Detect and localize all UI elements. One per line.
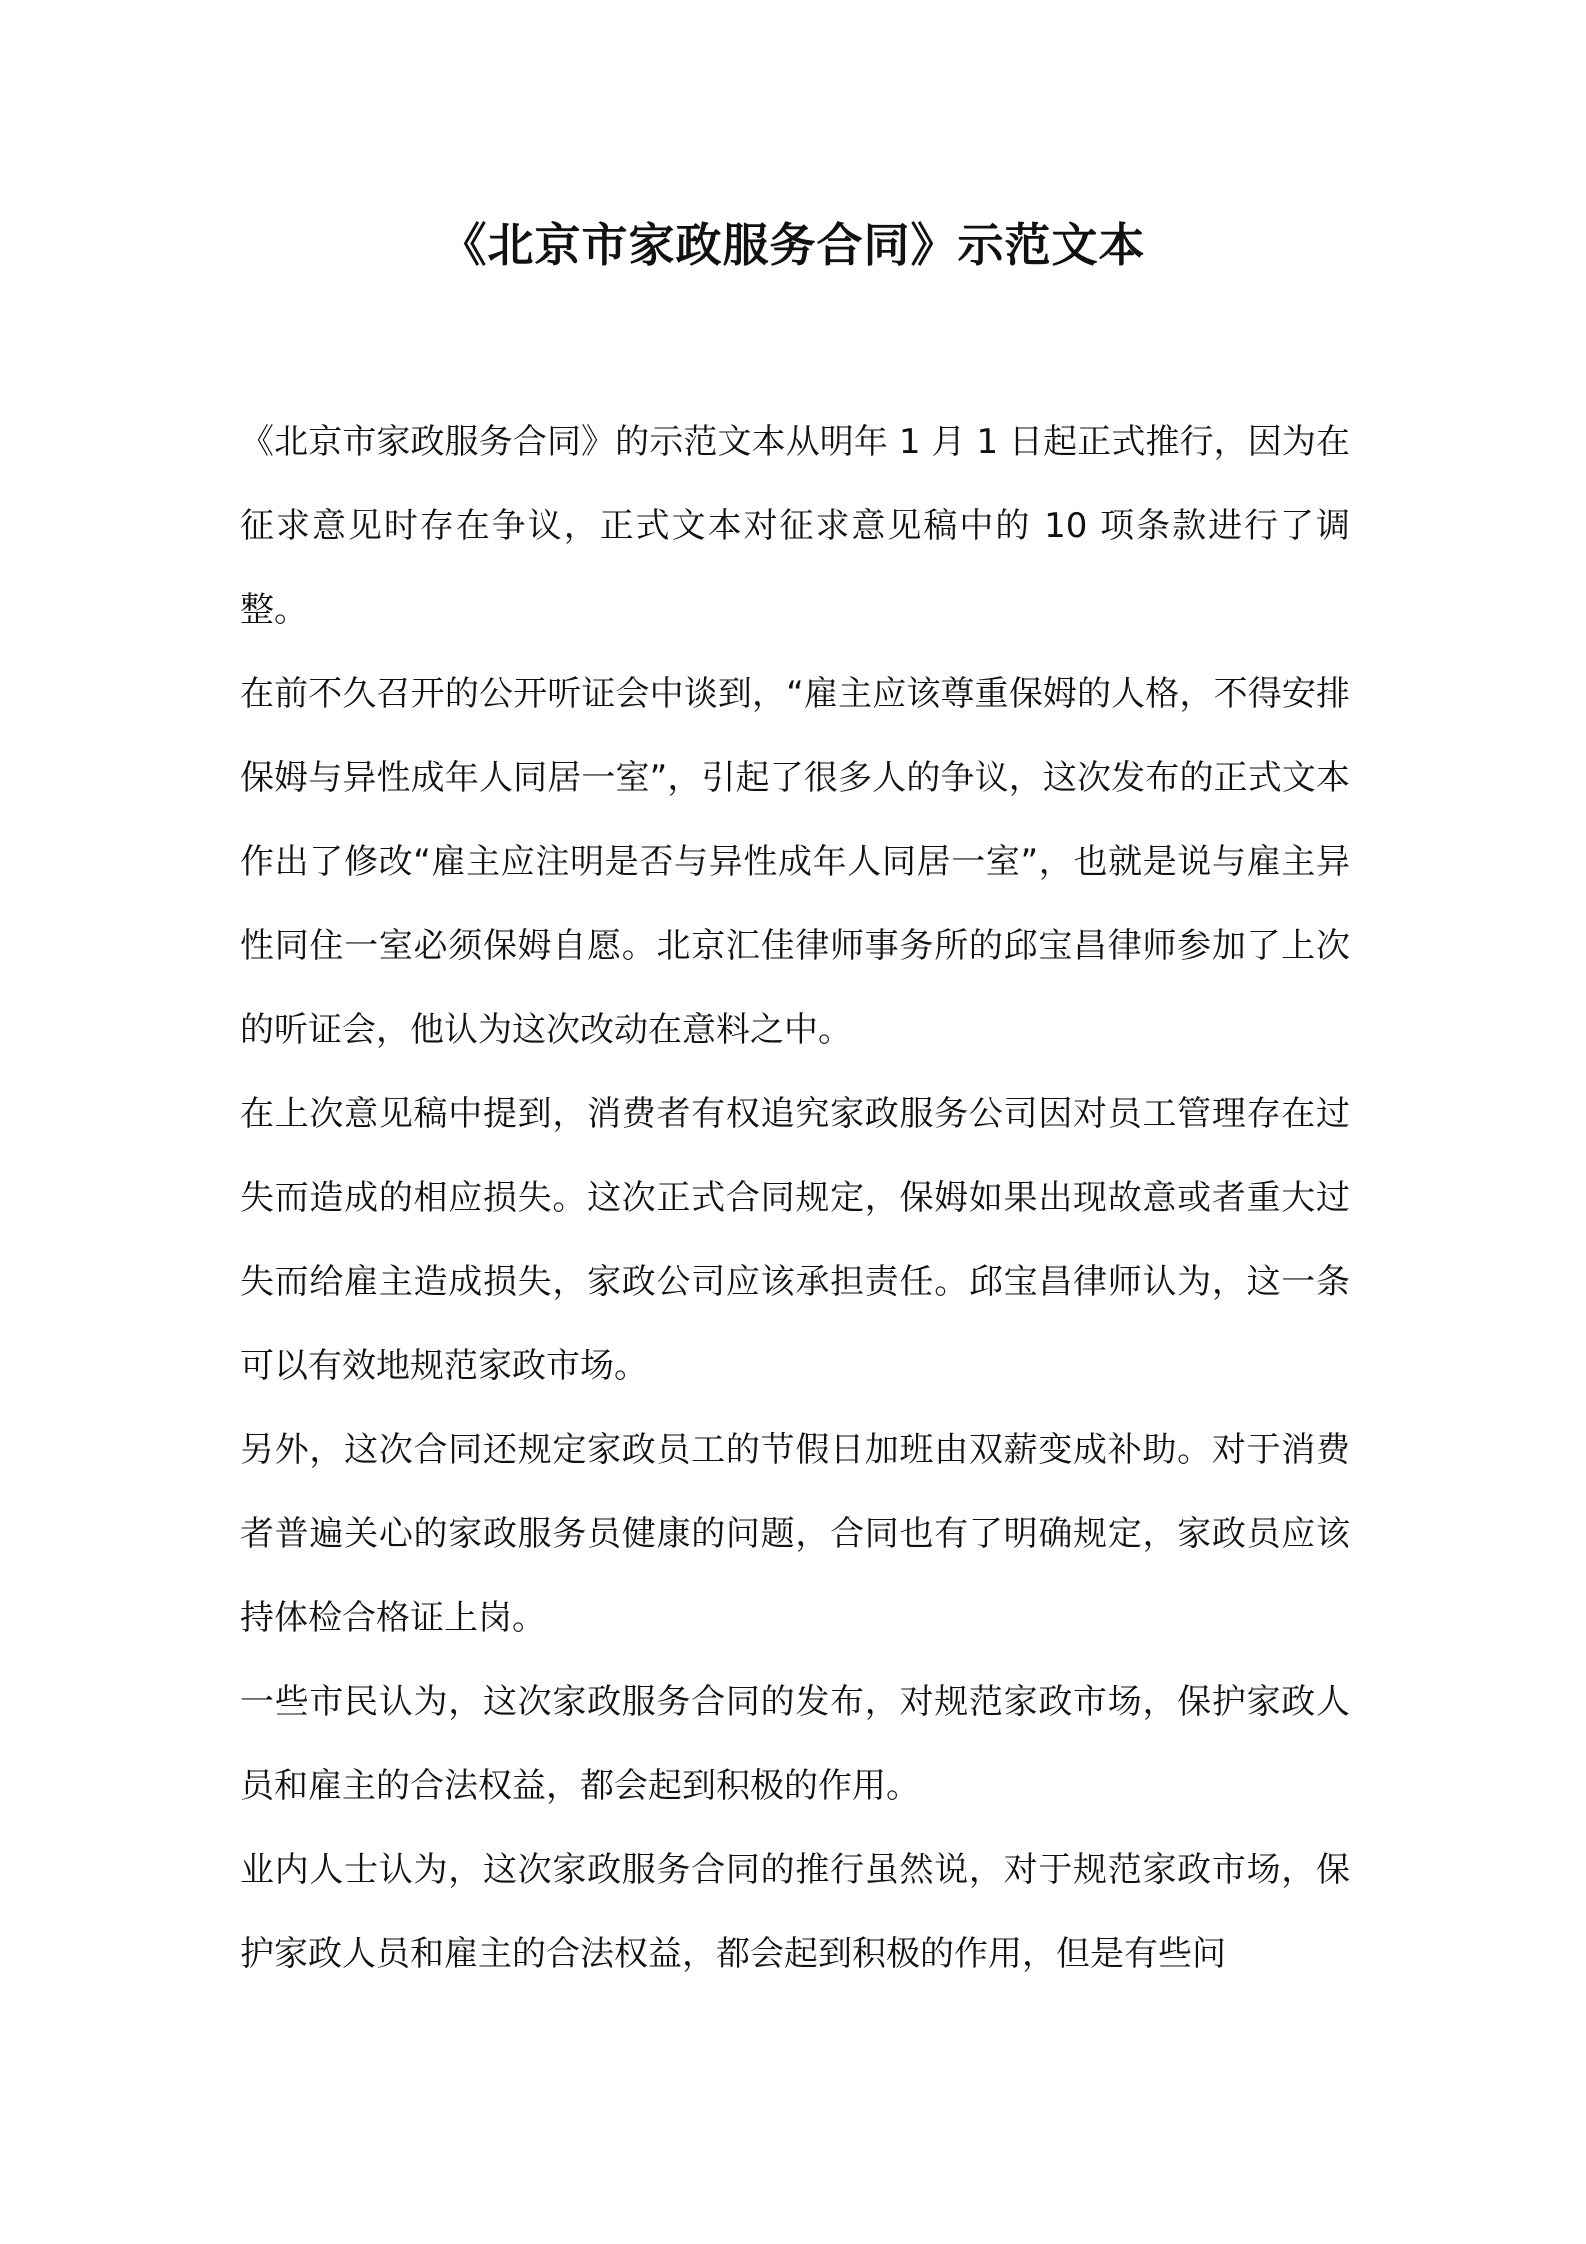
paragraph-5: 一些市民认为，这次家政服务合同的发布，对规范家政市场，保护家政人员和雇主的合法权益，都会起到积极的作用。 [240,1682,1350,1806]
paragraph-3: 在上次意见稿中提到，消费者有权追究家政服务公司因对员工管理存在过失而造成的相应损失。这次正式合同规定，保姆如果出现故意或者重大过失而给雇主造成损失，家政公司应该承担责任。邱宝昌律师认为，这一条可以有效地规范家政市场。 [240,1094,1350,1386]
paragraph-6: 业内人士认为，这次家政服务合同的推行虽然说，对于规范家政市场，保护家政人员和雇主的合法权益，都会起到积极的作用，但是有些问 [240,1850,1350,1974]
paragraph-1: 《北京市家政服务合同》的示范文本从明年 1 月 1 日起正式推行，因为在征求意见时存在争议，正式文本对征求意见稿中的 10 项条款进行了调整。 [240,422,1350,630]
paragraph-4: 另外，这次合同还规定家政员工的节假日加班由双薪变成补助。对于消费者普遍关心的家政服务员健康的问题，合同也有了明确规定，家政员应该持体检合格证上岗。 [240,1430,1350,1638]
paragraph-2: 在前不久召开的公开听证会中谈到，“雇主应该尊重保姆的人格，不得安排保姆与异性成年人同居一室”，引起了很多人的争议，这次发布的正式文本作出了修改“雇主应注明是否与异性成年人同居一室”，也就是说与雇主异性同住一室必须保姆自愿。北京汇佳律师事务所的邱宝昌律师参加了上次的听证会，他认为这次改动在意料之中。 [240,674,1350,1050]
document-title: 《北京市家政服务合同》示范文本 [440,218,1146,272]
document-body [240,400,1350,1996]
